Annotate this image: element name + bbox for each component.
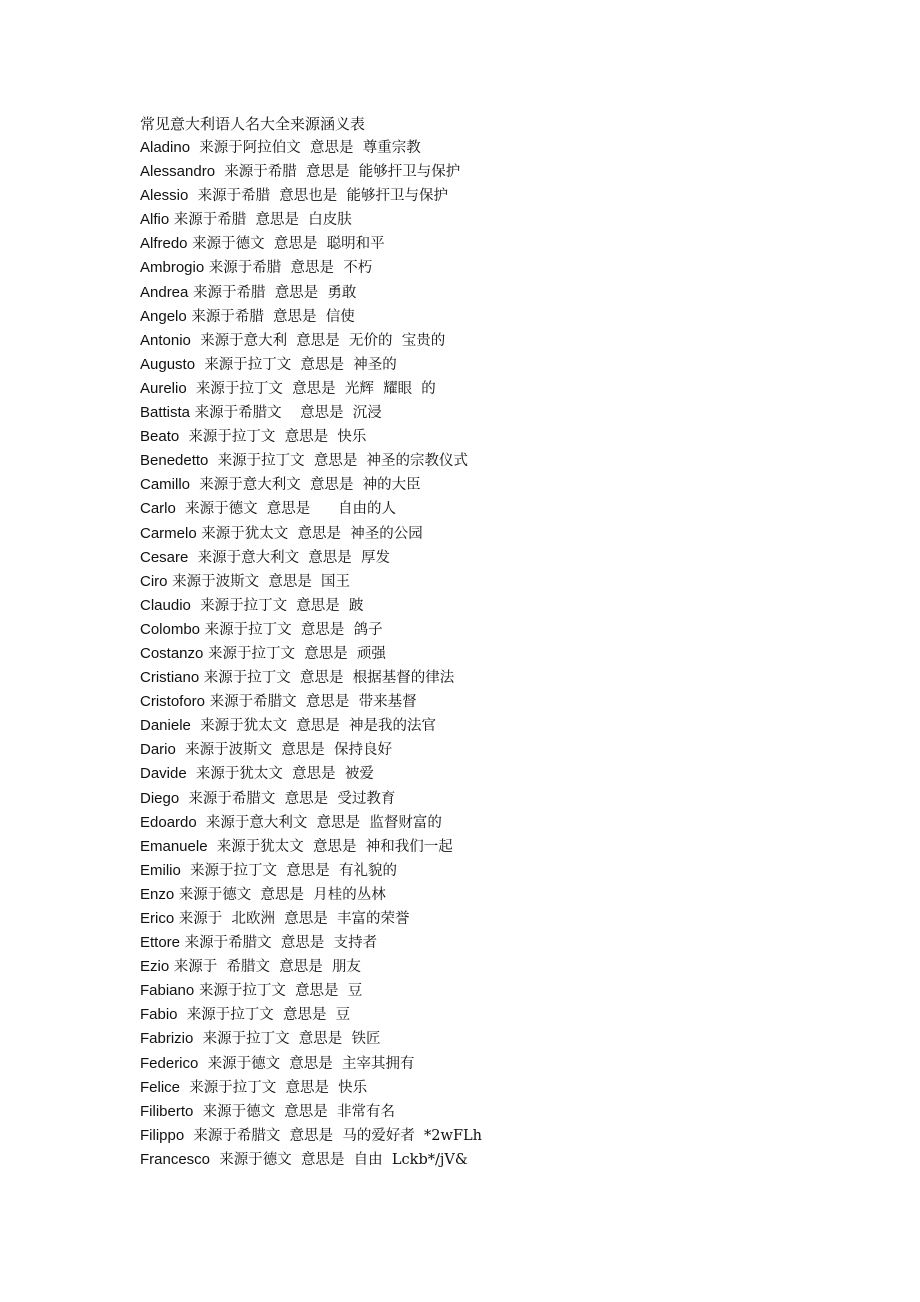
name-entry: [140, 497, 840, 521]
name-entry: [140, 594, 840, 618]
name-entry: [140, 425, 840, 449]
document-page: [140, 112, 840, 1172]
entry-description: 来源于希腊文 意思是 带来基督: [205, 694, 417, 711]
entry-description: 来源于希腊文 意思是 沉浸: [190, 405, 382, 422]
entry-description: 来源于德文 意思是 非常有名: [193, 1103, 396, 1120]
name-entry: [140, 955, 840, 979]
entry-name: Federico: [140, 1054, 199, 1072]
entry-description: 来源于意大利文 意思是 厚发: [188, 549, 391, 566]
entry-name: Aurelio: [140, 379, 187, 397]
entry-description: 来源于希腊 意思是 不朽: [204, 260, 373, 277]
entry-description: 来源于拉丁文 意思是 铁匠: [193, 1031, 381, 1048]
entry-name: Cesare: [140, 548, 189, 566]
entry-name: Alessandro: [140, 163, 216, 181]
name-entry: [140, 1027, 840, 1051]
entry-name: Camillo: [140, 476, 191, 494]
entry-name: Dario: [140, 741, 176, 759]
entry-name: Claudio: [140, 596, 191, 614]
entry-description: 来源于德文 意思是 月桂的丛林: [174, 886, 386, 903]
name-entry: [140, 835, 840, 859]
name-entry: [140, 690, 840, 714]
name-entry: [140, 883, 840, 907]
name-entry: [140, 473, 840, 497]
name-entry: [140, 642, 840, 666]
name-entry: [140, 305, 840, 329]
entry-name: Alessio: [140, 187, 189, 205]
name-entry: [140, 1052, 840, 1076]
entry-name: Costanzo: [140, 644, 204, 662]
entry-description: 来源于希腊文 意思是 受过教育: [179, 790, 396, 807]
entry-description: 来源于犹太文 意思是 神和我们一起: [207, 838, 453, 855]
name-entry: [140, 1124, 840, 1148]
name-entry: [140, 714, 840, 738]
entry-name: Fabrizio: [140, 1030, 194, 1048]
entry-description: 来源于犹太文 意思是 被爱: [186, 766, 374, 783]
entry-name: Cristoforo: [140, 693, 206, 711]
entry-description: 来源于拉丁文 意思是 豆: [194, 983, 363, 1000]
name-entry: [140, 522, 840, 546]
entry-description: 来源于阿拉伯文 意思是 尊重宗教: [190, 140, 421, 156]
entry-description: 来源于拉丁文 意思是 根据基督的律法: [199, 670, 455, 687]
entry-name: Edoardo: [140, 813, 197, 831]
entry-name: Antonio: [140, 331, 191, 349]
entry-name: Diego: [140, 789, 180, 807]
name-entry: [140, 787, 840, 811]
name-entry: [140, 136, 840, 160]
name-entry: [140, 353, 840, 377]
entry-name: Alfio: [140, 211, 170, 229]
entry-name: Ciro: [140, 572, 168, 590]
entry-description: 来源于德文 意思是 自由的人: [175, 501, 396, 518]
entry-name: Daniele: [140, 717, 191, 735]
name-entry: [140, 377, 840, 401]
name-entry: [140, 184, 840, 208]
entry-description: 来源于拉丁文 意思是 光辉 耀眼 的: [186, 380, 436, 397]
entry-description: 来源于拉丁文 意思是 有礼貌的: [180, 862, 397, 879]
entry-name: Battista: [140, 404, 191, 422]
entry-description: 来源于 希腊文 意思是 朋友: [169, 959, 361, 976]
name-entry: [140, 931, 840, 955]
entry-description: 来源于犹太文 意思是 神是我的法官: [190, 718, 437, 735]
entry-description: 来源于波斯文 意思是 保持良好: [175, 742, 393, 759]
entry-name: Angelo: [140, 307, 187, 325]
name-entry: [140, 570, 840, 594]
entry-name: Alfredo: [140, 235, 188, 253]
entry-name: Emilio: [140, 861, 181, 879]
entry-name: Fabiano: [140, 982, 195, 1000]
name-entry: [140, 256, 840, 280]
entry-description: 来源于 北欧洲 意思是 丰富的荣誉: [174, 911, 410, 927]
entry-description: 来源于希腊 意思是 信使: [186, 308, 355, 325]
entry-name: Filiberto: [140, 1102, 194, 1120]
entry-description: 来源于波斯文 意思是 国王: [167, 573, 351, 590]
entry-description: 来源于意大利文 意思是 监督财富的: [196, 814, 442, 831]
entry-name: Augusto: [140, 355, 196, 373]
entry-description: 来源于拉丁文 意思是 鸽子: [200, 621, 383, 638]
entry-description: 来源于拉丁文 意思是 豆: [177, 1007, 351, 1024]
entry-description: 来源于希腊 意思是 勇敢: [188, 284, 357, 301]
entry-description: 来源于德文 意思是 主宰其拥有: [198, 1055, 415, 1072]
entry-name: Carlo: [140, 500, 176, 518]
entry-name: Benedetto: [140, 452, 209, 470]
name-entry: [140, 618, 840, 642]
entry-description: 来源于拉丁文 意思是 顽强: [203, 645, 386, 662]
name-entry: [140, 232, 840, 256]
entry-description: 来源于德文 意思是 聪明和平: [187, 236, 385, 253]
name-entry: [140, 208, 840, 232]
name-entry: [140, 738, 840, 762]
entry-description: 来源于拉丁文 意思是 跛: [190, 597, 364, 614]
entry-name: Andrea: [140, 283, 189, 301]
entry-name: Ettore: [140, 934, 181, 952]
name-list: [140, 136, 840, 1172]
entry-description: 来源于德文 意思是 自由 Lckb*/jV&: [210, 1151, 468, 1168]
entry-name: Carmelo: [140, 524, 197, 542]
name-entry: [140, 546, 840, 570]
entry-description: 来源于希腊 意思是 能够扞卫与保护: [215, 164, 461, 181]
entry-description: 来源于拉丁文 意思是 神圣的: [195, 356, 397, 373]
name-entry: [140, 666, 840, 690]
entry-name: Ambrogio: [140, 259, 205, 277]
entry-name: Cristiano: [140, 669, 200, 687]
entry-name: Felice: [140, 1078, 181, 1096]
document-title: 常见意大利语人名大全来源涵义表: [140, 115, 366, 133]
entry-name: Filippo: [140, 1126, 185, 1144]
entry-name: Ezio: [140, 958, 170, 976]
name-entry: [140, 859, 840, 883]
entry-name: Davide: [140, 765, 187, 783]
entry-name: Francesco: [140, 1150, 211, 1168]
entry-name: Enzo: [140, 885, 175, 903]
name-entry: [140, 401, 840, 425]
name-entry: [140, 1148, 840, 1172]
entry-name: Fabio: [140, 1006, 178, 1024]
entry-description: 来源于希腊 意思也是 能够扞卫与保护: [188, 188, 449, 205]
entry-description: 来源于希腊文 意思是 支持者: [180, 935, 378, 952]
name-entry: [140, 979, 840, 1003]
name-entry: [140, 811, 840, 835]
name-entry: [140, 449, 840, 473]
entry-name: Aladino: [140, 139, 191, 156]
entry-description: 来源于意大利文 意思是 神的大臣: [190, 477, 421, 494]
entry-description: 来源于意大利 意思是 无价的 宝贵的: [190, 332, 446, 349]
entry-description: 来源于拉丁文 意思是 快乐: [180, 1079, 368, 1096]
name-entry: [140, 160, 840, 184]
entry-description: 来源于希腊文 意思是 马的爱好者 *2wFLh: [184, 1127, 482, 1144]
entry-name: Emanuele: [140, 837, 208, 855]
entry-description: 来源于拉丁文 意思是 快乐: [179, 429, 367, 446]
entry-name: Beato: [140, 428, 180, 446]
name-entry: [140, 281, 840, 305]
entry-name: Erico: [140, 910, 175, 927]
entry-name: Colombo: [140, 620, 201, 638]
entry-description: 来源于拉丁文 意思是 神圣的宗教仪式: [208, 453, 469, 470]
name-entry: [140, 1076, 840, 1100]
entry-description: 来源于犹太文 意思是 神圣的公园: [196, 525, 423, 542]
name-entry: [140, 1003, 840, 1027]
name-entry: [140, 1100, 840, 1124]
name-entry: [140, 907, 840, 931]
name-entry: [140, 762, 840, 786]
name-entry: [140, 329, 840, 353]
entry-description: 来源于希腊 意思是 白皮肤: [169, 212, 352, 229]
